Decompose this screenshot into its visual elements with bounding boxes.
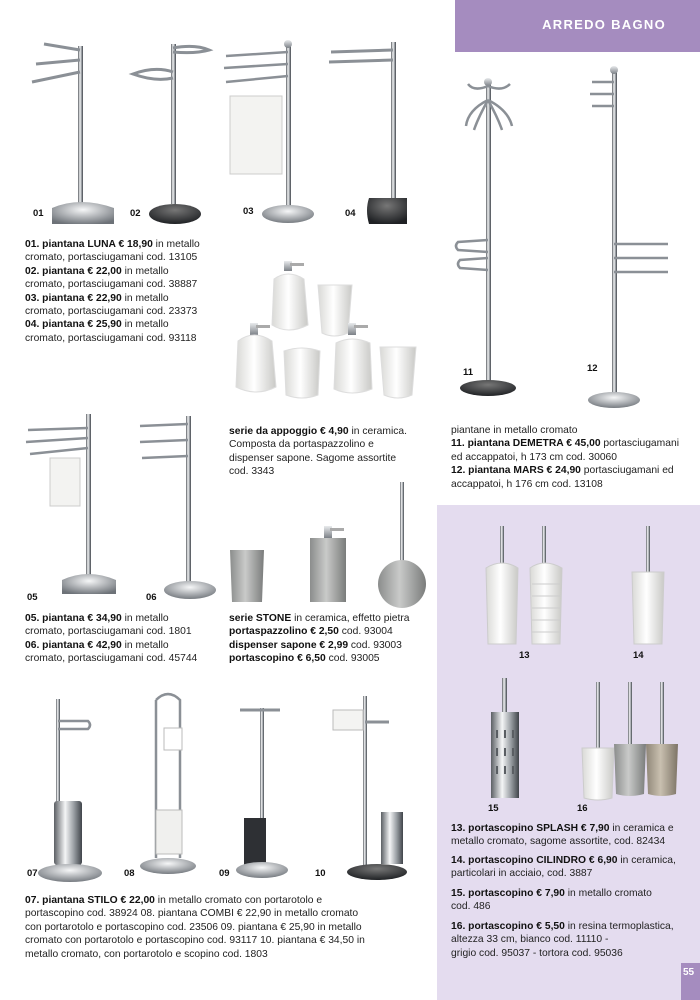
text-normal: cod. 93005 [325,653,380,665]
text-bold: 15. portascopino € 7,90 [451,888,565,899]
text-normal: in resina termoplastica, [564,921,674,932]
product-number: 03 [243,206,254,217]
text-normal: in metallo [152,239,200,250]
text-bold: portascopino € 6,50 [229,653,326,665]
text-normal: in metallo cromato con portarotolo e [154,895,323,906]
text-bold: dispenser sapone € 2,99 [229,639,349,651]
product-number: 05 [27,592,38,603]
coat-stand-demetra-image [452,70,532,400]
text-bold: 06. piantana € 42,90 [25,639,122,651]
section-title: ARREDO BAGNO [542,17,666,32]
text-normal: cromato, portasciugamani cod. 45744 [25,653,198,665]
text-normal: in ceramica e [609,823,674,834]
text-block-01-04 [25,238,213,345]
text-normal: in ceramica. [348,426,407,437]
text-normal: particolari in acciaio, cod. 3887 [451,868,593,880]
text-block-16 [451,920,696,960]
text-normal: cod. 3343 [229,466,275,478]
product-number: 11 [463,367,474,378]
text-bold: serie da appoggio € 4,90 [229,426,349,437]
text-block-15 [451,887,696,914]
text-block-stone [229,612,429,666]
text-normal: cromato, portasciugamani cod. 13105 [25,252,198,264]
text-normal: cromato con portarotolo e portascopino cod. 93117 10. piantana € 34,50 in [25,935,365,947]
product-number: 12 [587,363,598,374]
text-bold: 12. piantana MARS € 24,90 [451,465,581,477]
text-normal: in metallo [121,613,169,624]
product-number: 08 [124,868,135,879]
text-normal: cod. 93004 [338,626,393,638]
text-normal: portascopino cod. 38924 08. piantana COMBI € 22,90 in metallo cromato [25,908,359,920]
text-bold: 05. piantana € 34,90 [25,613,122,624]
text-block-ceramic-set [229,425,424,479]
text-block-13 [451,822,696,849]
text-block-05-06 [25,612,213,666]
text-normal: in metallo [121,292,169,304]
text-bold: portaspazzolino € 2,50 [229,626,339,638]
product-number: 16 [577,803,588,814]
text-normal: in metallo cromato [564,888,652,899]
product-number: 02 [130,208,141,219]
text-normal: con portarotolo e portascopino cod. 23506 09. piantana € 25,90 in metallo [25,921,362,933]
text-bold: 02. piantana € 22,00 [25,265,122,277]
text-normal: cod. 486 [451,901,491,913]
product-number: 04 [345,208,356,219]
text-bold: serie STONE [229,613,292,624]
towel-stand-02-image [125,38,220,228]
stone-series-image [226,478,431,606]
text-normal: in ceramica, [617,855,676,866]
stand-stilo-image [30,695,110,885]
text-bold: 14. portascopino CILINDRO € 6,90 [451,855,618,866]
product-number: 06 [146,592,157,603]
product-number: 01 [33,208,44,219]
toilet-brush-15-image [485,672,525,802]
towel-stand-luna-image [22,38,122,228]
text-bold: 07. piantana STILO € 22,00 [25,895,155,906]
text-normal: metallo cromato, sagome assortite, cod. 82434 [451,836,666,848]
text-normal: cromato, portasciugamani cod. 38887 [25,279,198,291]
product-number: 15 [488,803,499,814]
text-normal: portasciugamani ed [580,465,674,477]
text-bold: 03. piantana € 22,90 [25,292,122,304]
product-number: 14 [633,650,644,661]
toilet-brush-splash-image [478,520,578,650]
text-normal: metallo cromato, con portarotolo e scopino cod. 1803 [25,948,268,960]
towel-stand-04-image [325,38,435,228]
text-bold: 11. piantana DEMETRA € 45,00 [451,438,601,450]
text-normal: dispenser sapone. Sagome assortite [229,452,397,464]
text-bold: 13. portascopino SPLASH € 7,90 [451,823,610,834]
text-block-11-12 [451,424,696,491]
stand-combi-image [140,690,200,880]
ceramic-bath-set-image [232,255,422,403]
text-normal: accappatoi, h 176 cm cod. 13108 [451,478,603,490]
text-normal: piantane in metallo cromato [451,425,578,436]
text-normal: altezza 33 cm, bianco cod. 11110 - [451,934,609,946]
text-bold: 04. piantana € 25,90 [25,319,122,331]
text-block-14 [451,854,696,881]
product-number: 07 [27,868,38,879]
stand-09-image [230,700,300,885]
text-normal: grigio cod. 95037 - tortora cod. 95036 [451,947,623,959]
text-normal: in metallo [121,319,169,331]
page-number-tab [681,963,700,1000]
text-normal: cromato, portasciugamani cod. 1801 [25,626,192,638]
text-bold: 16. portascopino € 5,50 [451,921,565,932]
text-bold: 01. piantana LUNA € 18,90 [25,239,153,250]
text-normal: Composta da portaspazzolino e [229,439,374,451]
text-block-07-10 [25,894,413,961]
towel-stand-05-image [22,408,122,598]
text-normal: in ceramica, effetto pietra [291,613,410,624]
stand-10-image [325,692,410,882]
section-header [455,0,700,52]
text-normal: cromato, portasciugamani cod. 23373 [25,306,198,318]
product-number: 13 [519,650,530,661]
text-normal: cod. 93003 [348,639,402,651]
toilet-brush-16-image [578,676,688,806]
towel-stand-03-image [220,38,330,228]
text-normal: in metallo [121,265,169,277]
product-number: 09 [219,868,230,879]
text-normal: portasciugamani [600,438,679,450]
text-normal: cromato, portasciugamani cod. 93118 [25,332,197,344]
toilet-brush-cilindro-image [628,520,668,650]
product-number: 10 [315,868,326,879]
text-normal: in metallo [121,639,169,651]
text-normal: ed accappatoi, h 173 cm cod. 30060 [451,451,618,463]
coat-stand-mars-image [580,62,670,414]
page-number: 55 [683,967,695,978]
towel-stand-06-image [132,410,222,600]
